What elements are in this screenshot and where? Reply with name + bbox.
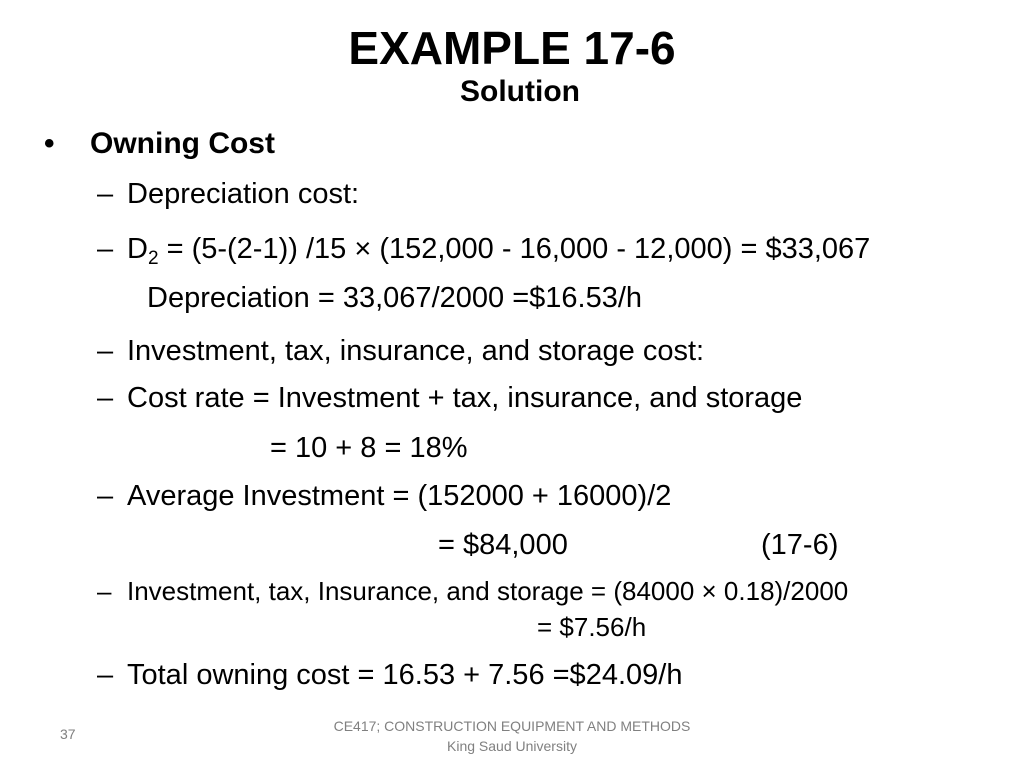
equation-reference: [761, 527, 838, 563]
item-text: Total owning cost = 16.53 + 7.56 =$24.09/h: [127, 659, 683, 691]
item-cost-rate-value: [270, 430, 468, 466]
footer-text: [262, 716, 762, 756]
item-text: Investment, tax, Insurance, and storage = (84000 × 0.18)/2000: [127, 576, 849, 606]
item-text: Cost rate = Investment + tax, insurance, and storage: [127, 382, 803, 414]
footer-university: King Saud University: [447, 738, 577, 754]
item-text: Investment, tax, insurance, and storage cost:: [127, 335, 705, 367]
item-text: Depreciation cost:: [127, 178, 360, 210]
item-total-owning-cost: [97, 657, 682, 693]
item-investment-formula-value: [537, 611, 646, 643]
dash-icon: –: [97, 233, 114, 265]
item-text: = $7.56/h: [537, 612, 647, 642]
dash-icon: –: [97, 335, 114, 367]
d2-subscript: 2: [147, 248, 159, 269]
dash-icon: –: [97, 178, 114, 210]
footer-course: CE417; CONSTRUCTION EQUIPMENT AND METHODS: [333, 718, 691, 734]
dash-icon: –: [97, 480, 114, 512]
d2-formula-text: = (5-(2-1)) /15 × (152,000 - 16,000 - 12,000) = $33,067: [158, 233, 871, 265]
item-text: = $84,000: [438, 529, 568, 561]
dash-icon: –: [97, 576, 112, 606]
slide-subtitle: Solution: [460, 75, 580, 108]
dash-icon: –: [97, 659, 114, 691]
item-investment-formula: [97, 575, 848, 607]
page-number: 37: [60, 726, 76, 742]
item-average-investment: [97, 478, 671, 514]
item-text: Average Investment = (152000 + 16000)/2: [127, 480, 672, 512]
d2-symbol: D: [127, 233, 148, 265]
item-depreciation-cost: [97, 176, 359, 212]
item-text: = 10 + 8 = 18%: [270, 432, 468, 464]
item-text: Depreciation = 33,067/2000 =$16.53/h: [147, 282, 643, 314]
item-average-investment-value: [438, 527, 568, 563]
item-depreciation-hourly: [147, 280, 642, 316]
item-cost-rate: [97, 380, 802, 416]
bullet-heading: Owning Cost: [90, 127, 275, 160]
item-d2-formula: [97, 231, 870, 267]
item-investment-tax-cost: [97, 333, 704, 369]
equation-ref-text: (17-6): [761, 529, 839, 561]
bullet-icon: •: [44, 127, 55, 160]
slide-title: EXAMPLE 17-6: [348, 22, 676, 74]
bullet-owning-cost: [44, 124, 275, 164]
dash-icon: –: [97, 382, 114, 414]
